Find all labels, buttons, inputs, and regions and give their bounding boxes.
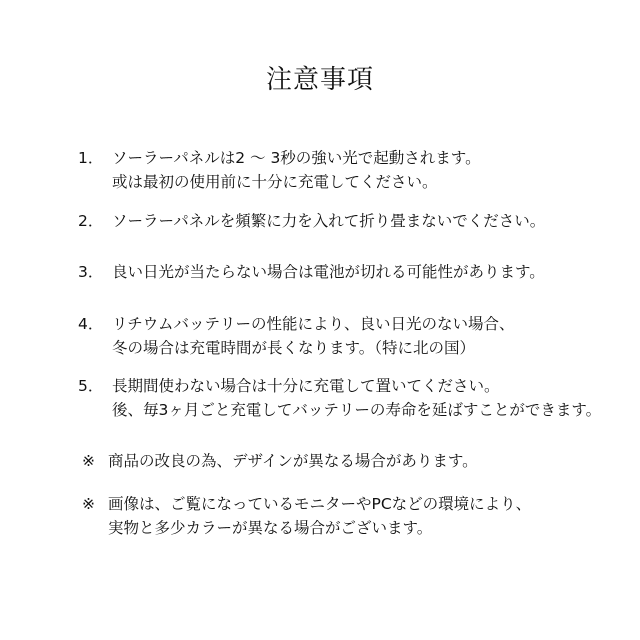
item-text: 良い日光が当たらない場合は電池が切れる可能性があります。 [112,263,545,281]
item-text: 長期間使わない場合は十分に充電して置いてください。 [112,377,500,395]
notice-item-2 [78,209,618,233]
page-title: 注意事項 [265,65,374,95]
item-text-continued: 後、毎3ヶ月ごと充電してバッテリーの寿命を延ばすことができます。 [112,401,602,419]
note-text-continued: 実物と多少カラーが異なる場合がございます。 [108,519,433,537]
notice-item-5 [78,374,618,422]
item-number: 2． [78,212,104,230]
item-number: 5． [78,377,104,395]
item-number: 4． [78,315,104,333]
note-text: 商品の改良の為、デザインが異なる場合があります。 [108,452,478,470]
notice-item-3 [78,260,618,284]
item-text-continued: 或は最初の使用前に十分に充電してください。 [112,173,438,191]
notice-item-4 [78,312,618,360]
note-text: 画像は、ご覧になっているモニターやPCなどの環境により、 [108,495,532,513]
item-text: リチウムバッテリーの性能により、良い日光のない場合、 [112,315,515,333]
notice-item-1 [78,146,618,194]
item-text: ソーラーパネルは2 ～ 3秒の強い光で起動されます。 [112,149,481,167]
item-number: 3． [78,263,104,281]
item-number: 1． [78,149,104,167]
disclaimer-note-1 [82,449,622,473]
item-text: ソーラーパネルを頻繁に力を入れて折り畳まないでください。 [112,212,546,230]
item-text-continued: 冬の場合は充電時間が長くなります。（特に北の国） [112,339,476,357]
note-mark: ※ [82,452,95,470]
disclaimer-note-2 [82,492,622,540]
note-mark: ※ [82,495,95,513]
